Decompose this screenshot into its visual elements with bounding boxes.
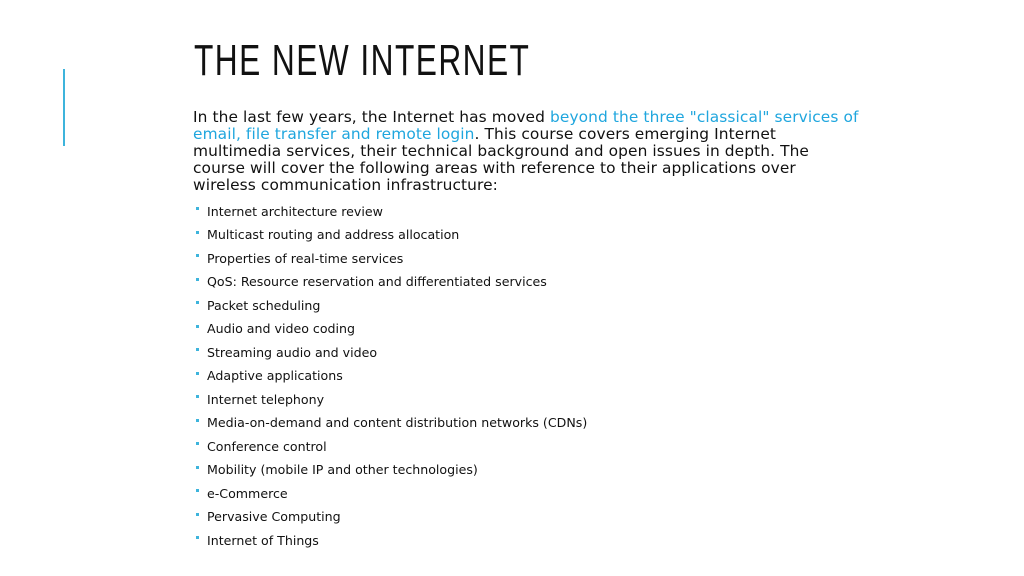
topic-label: QoS: Resource reservation and differentiated services xyxy=(207,274,547,290)
bullet-icon xyxy=(196,254,199,257)
topic-item xyxy=(196,482,587,506)
bullet-icon xyxy=(196,489,199,492)
bullet-icon xyxy=(196,348,199,351)
intro-text-1: In the last few years, the Internet has moved xyxy=(193,108,550,126)
topic-label: Internet telephony xyxy=(207,391,325,407)
bullet-icon xyxy=(196,442,199,445)
bullet-icon xyxy=(196,207,199,210)
topic-item xyxy=(196,247,587,271)
topic-item xyxy=(196,435,587,459)
topic-item xyxy=(196,341,587,365)
topic-label: Multicast routing and address allocation xyxy=(207,227,460,243)
bullet-icon xyxy=(196,513,199,516)
topic-item xyxy=(196,224,587,248)
bullet-icon xyxy=(196,419,199,422)
topic-item xyxy=(196,200,587,224)
bullet-icon xyxy=(196,536,199,539)
topic-label: Internet of Things xyxy=(207,532,319,548)
intro-paragraph xyxy=(193,109,863,194)
topic-item xyxy=(196,271,587,295)
intro-text-2: . This course covers emerging Internet multimedia services, their technical background and open issues in depth. The course will cover the following areas with reference to their applications over wireless communication infrastructure: xyxy=(193,125,810,194)
topic-label: Pervasive Computing xyxy=(207,509,341,525)
topic-item xyxy=(196,529,587,553)
topic-label: Internet architecture review xyxy=(207,203,383,219)
topic-item xyxy=(196,318,587,342)
topic-label: Properties of real-time services xyxy=(207,250,404,266)
topic-item xyxy=(196,412,587,436)
topic-label: Conference control xyxy=(207,438,327,454)
topic-label: e-Commerce xyxy=(207,485,288,501)
bullet-icon xyxy=(196,395,199,398)
topic-item xyxy=(196,506,587,530)
topic-label: Adaptive applications xyxy=(207,368,343,384)
bullet-icon xyxy=(196,278,199,281)
topic-item xyxy=(196,388,587,412)
topic-label: Packet scheduling xyxy=(207,297,321,313)
topic-item xyxy=(196,365,587,389)
topic-label: Media-on-demand and content distribution networks (CDNs) xyxy=(207,415,588,431)
bullet-icon xyxy=(196,466,199,469)
bullet-icon xyxy=(196,301,199,304)
topic-item xyxy=(196,459,587,483)
slide-title: THE NEW INTERNET xyxy=(194,36,531,85)
topic-label: Audio and video coding xyxy=(207,321,355,337)
topic-label: Mobility (mobile IP and other technologies) xyxy=(207,462,478,478)
topic-list xyxy=(196,200,587,553)
bullet-icon xyxy=(196,372,199,375)
accent-bar xyxy=(63,69,65,146)
bullet-icon xyxy=(196,325,199,328)
bullet-icon xyxy=(196,231,199,234)
topic-item xyxy=(196,294,587,318)
intro-highlight: beyond the three "classical" services of email, file transfer and remote login xyxy=(193,108,859,143)
topic-label: Streaming audio and video xyxy=(207,344,378,360)
